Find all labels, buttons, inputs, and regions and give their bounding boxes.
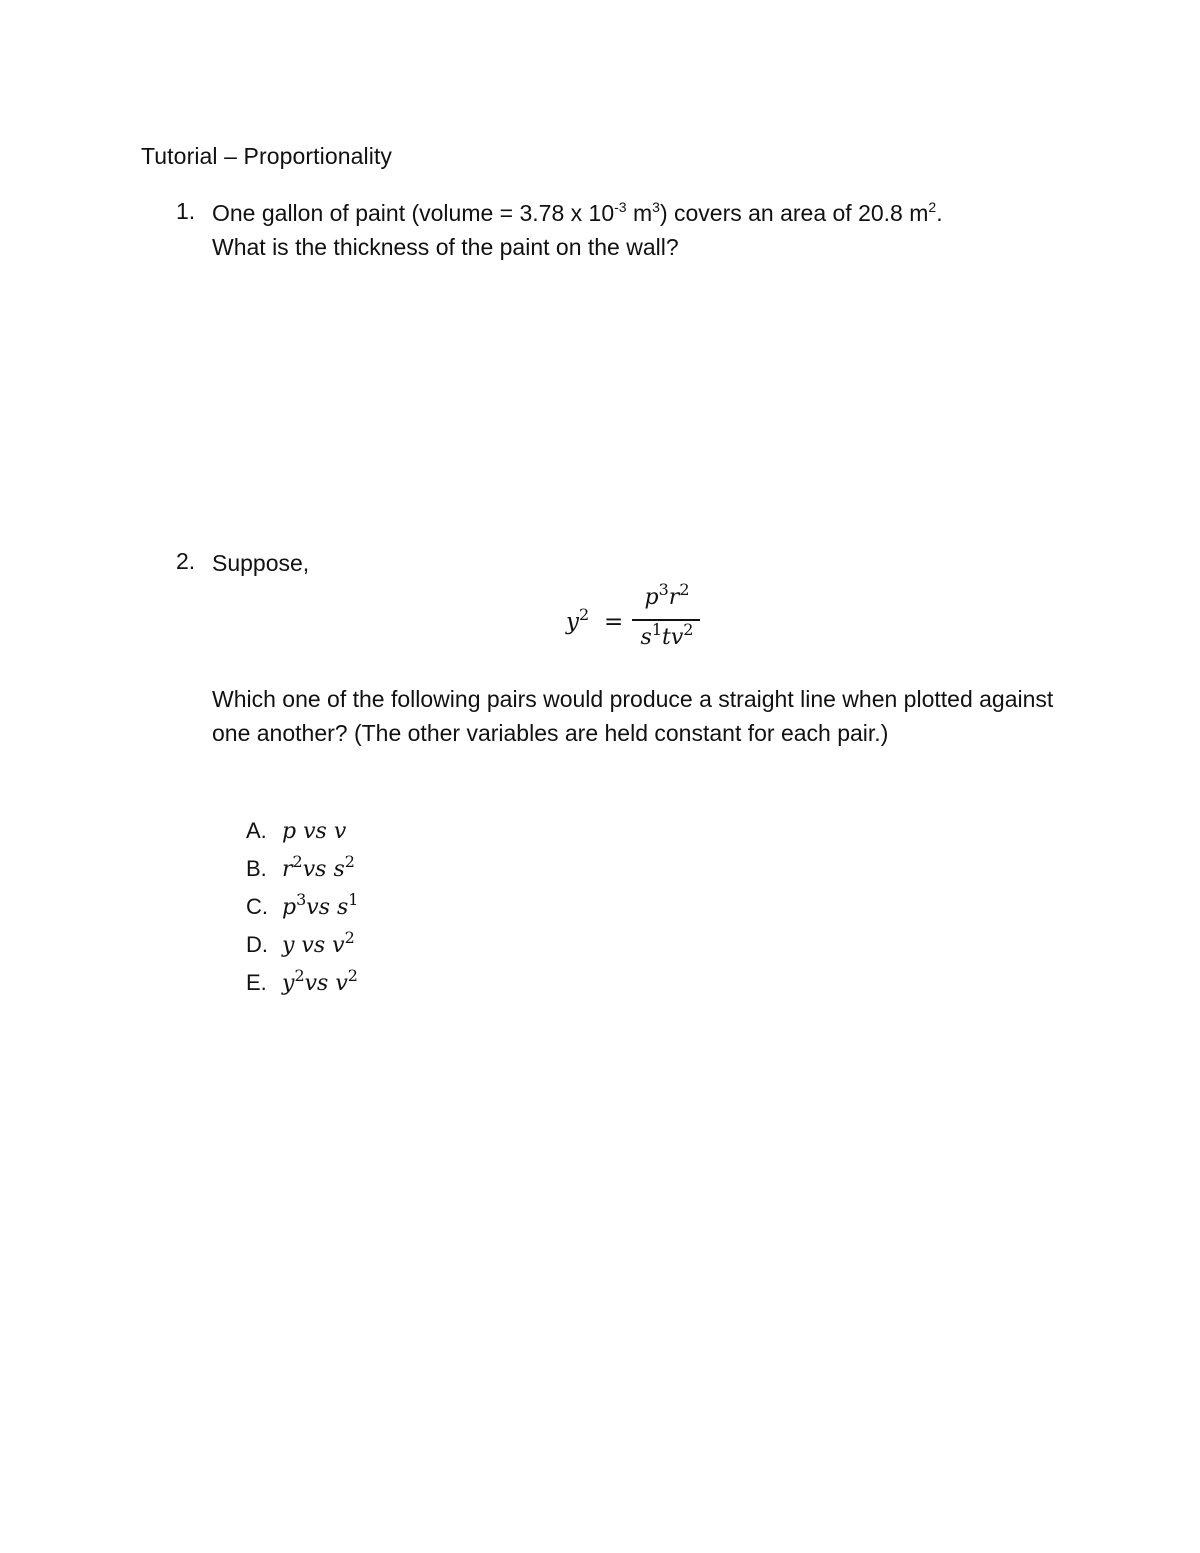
option-var: v bbox=[332, 932, 345, 958]
eq-exp: 1 bbox=[651, 620, 662, 639]
option-letter: B. bbox=[246, 856, 267, 881]
option-letter: D. bbox=[246, 932, 268, 957]
option-letter: C. bbox=[246, 894, 268, 919]
question-1-text bbox=[212, 196, 1112, 264]
equation bbox=[566, 580, 716, 658]
option-vs: vs bbox=[294, 932, 333, 958]
question-1-number: 1. bbox=[176, 198, 196, 224]
equation-equals: = bbox=[604, 609, 624, 635]
q1-text-part: m bbox=[626, 200, 653, 226]
option-var: v bbox=[335, 970, 348, 996]
option-exp: 2 bbox=[292, 851, 303, 871]
q1-text-part: ) covers an area of 20.8 m bbox=[659, 200, 929, 226]
page-title: Tutorial – Proportionality bbox=[141, 143, 393, 169]
eq-exp: 2 bbox=[579, 605, 590, 624]
equation-denominator bbox=[632, 620, 702, 650]
option-var: r bbox=[282, 856, 293, 882]
option-a[interactable] bbox=[246, 812, 358, 850]
q1-text-part: One gallon of paint (volume = 3.78 x 10 bbox=[212, 200, 615, 226]
option-var: s bbox=[337, 894, 349, 920]
eq-var: tv bbox=[662, 625, 684, 650]
option-var: p bbox=[282, 818, 297, 844]
eq-exp: 2 bbox=[679, 580, 690, 599]
option-vs: vs bbox=[302, 856, 334, 882]
q1-question-line: What is the thickness of the paint on the wall? bbox=[212, 234, 679, 260]
option-exp: 2 bbox=[344, 851, 355, 871]
option-d[interactable] bbox=[246, 926, 358, 964]
equation-numerator bbox=[634, 580, 700, 610]
option-letter: A. bbox=[246, 818, 267, 843]
option-c[interactable] bbox=[246, 888, 358, 926]
q1-text-part: . bbox=[936, 200, 943, 226]
answer-options bbox=[246, 812, 358, 1002]
eq-var: y bbox=[566, 609, 579, 635]
option-e[interactable] bbox=[246, 964, 358, 1002]
question-2-number: 2. bbox=[176, 548, 196, 574]
option-vs: vs bbox=[296, 818, 334, 844]
question-2-intro: Suppose, bbox=[212, 550, 310, 576]
eq-var: s bbox=[640, 625, 652, 650]
option-letter: E. bbox=[246, 970, 267, 995]
option-b[interactable] bbox=[246, 850, 358, 888]
q1-exponent: -3 bbox=[614, 199, 627, 215]
eq-var: r bbox=[668, 585, 680, 610]
option-expression bbox=[282, 927, 355, 958]
option-vs: vs bbox=[304, 970, 336, 996]
option-var: y bbox=[282, 970, 295, 996]
option-var: s bbox=[333, 856, 345, 882]
option-expression bbox=[282, 965, 358, 996]
eq-exp: 3 bbox=[658, 580, 669, 599]
q1-exponent: 3 bbox=[652, 199, 660, 215]
option-var: v bbox=[333, 818, 347, 844]
eq-exp: 2 bbox=[683, 620, 694, 639]
option-var: y bbox=[282, 932, 295, 958]
option-exp: 2 bbox=[344, 927, 355, 947]
equation-lhs bbox=[566, 605, 590, 635]
option-vs: vs bbox=[306, 894, 337, 920]
option-exp: 1 bbox=[348, 889, 359, 909]
option-exp: 2 bbox=[294, 965, 305, 985]
option-expression bbox=[282, 889, 359, 920]
q1-exponent: 2 bbox=[928, 199, 937, 215]
option-exp: 2 bbox=[347, 965, 358, 985]
option-expression bbox=[282, 819, 346, 844]
eq-var: p bbox=[644, 585, 659, 610]
option-exp: 3 bbox=[296, 889, 307, 909]
question-2-body: Which one of the following pairs would produce a straight line when plotted against one another? (The other variables are held constant for each pair.) bbox=[212, 686, 1054, 746]
option-expression bbox=[282, 851, 355, 882]
option-var: p bbox=[282, 894, 297, 920]
